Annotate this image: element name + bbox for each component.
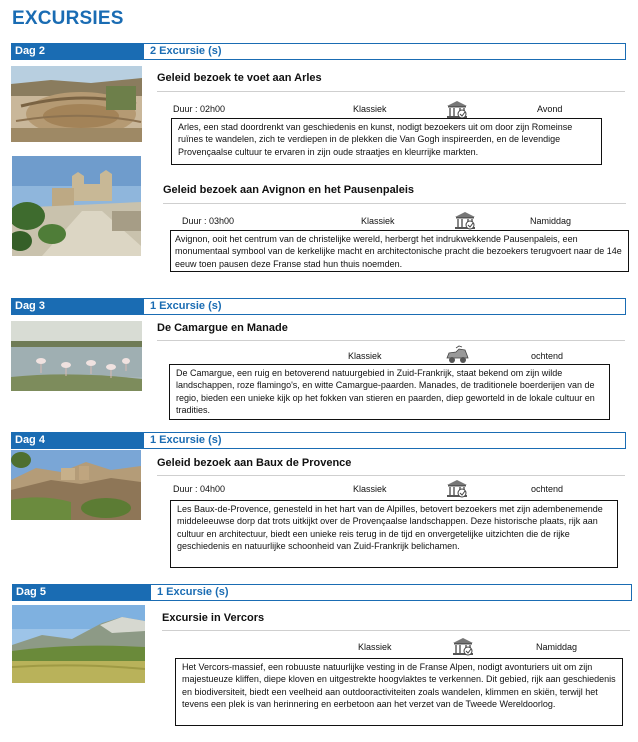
- arles-photo: [11, 66, 142, 142]
- divider: [157, 475, 625, 476]
- excursion-description: De Camargue, een ruig en betoverend natuurgebied in Zuid-Frankrijk, staat bekend om zijn wilde landschappen, roze flamingo's, en witte Camargue-paarden. Manades, de traditionele boerderijen van de regio, bieden een unieke kijk op het fokken van stieren en paarden, diep geworteld in de lokale cultuur en tradities.: [169, 364, 610, 420]
- excursion-count: 1 Excursie (s): [143, 432, 626, 449]
- excursion-description: Les Baux-de-Provence, genesteld in het hart van de Alpilles, betovert bezoekers met zijn adembenemende middeleeuwse dorp dat trots uitkijkt over de Provençaalse landschappen. Deze historische plaats, rijk aan cultuur en architectuur, biedt een unieke reis terug in de tijd en onvergetelijke uitzichten die de rijke geschiedenis en natuurlijke schoonheid van Zuid-Frankrijk belichamen.: [170, 500, 618, 568]
- divider: [162, 630, 630, 631]
- divider: [163, 203, 626, 204]
- duration: Duur : 03h00: [182, 216, 235, 226]
- excursion-count: 1 Excursie (s): [143, 298, 626, 315]
- day-header-dag-2: [11, 43, 626, 60]
- type-label: Klassiek: [353, 104, 387, 114]
- excursion-count: 1 Excursie (s): [150, 584, 632, 601]
- museum-icon: [450, 636, 476, 658]
- excursion-title: Geleid bezoek aan Baux de Provence: [157, 457, 352, 469]
- day-label: Dag 4: [11, 432, 143, 449]
- baux-de-provence-photo: [11, 450, 141, 520]
- time-of-day: Namiddag: [530, 216, 572, 226]
- museum-icon: [444, 478, 470, 500]
- day-label: Dag 3: [11, 298, 143, 315]
- type-label: Klassiek: [361, 216, 395, 226]
- excursion-title: Excursie in Vercors: [162, 612, 265, 624]
- excursion-title: Geleid bezoek aan Avignon en het Pausenpaleis: [163, 184, 415, 196]
- excursion-count: 2 Excursie (s): [143, 43, 626, 60]
- time-of-day: ochtend: [531, 351, 564, 361]
- type-label: Klassiek: [353, 484, 387, 494]
- camargue-photo: [11, 321, 142, 391]
- time-of-day: ochtend: [531, 484, 564, 494]
- excursion-description: Avignon, ooit het centrum van de christelijke wereld, herbergt het indrukwekkende Pausenpaleis, een monumentaal symbool van de kerkelijke macht en architectonische pracht die bezoekers terugvoert naar de 14e eeuw toen pausen deze Franse stad hun thuis noemden.: [170, 230, 629, 272]
- day-label: Dag 2: [11, 43, 143, 60]
- day-label: Dag 5: [12, 584, 150, 601]
- page-title: EXCURSIES: [12, 8, 124, 29]
- day-header-dag-4: [11, 432, 626, 449]
- divider: [157, 91, 625, 92]
- excursion-description: Arles, een stad doordrenkt van geschiedenis en kunst, nodigt bezoekers uit om door zijn Romeinse ruïnes te wandelen, zich te verdiepen in de plekken die Van Gogh inspireerden, en de levendige Provençaalse cultuur te ervaren in zijn oude straatjes en kleurrijke markten.: [171, 118, 602, 165]
- duration: Duur : 02h00: [173, 104, 226, 114]
- vercors-photo: [12, 605, 145, 683]
- jeep-icon: [444, 344, 470, 366]
- duration: Duur : 04h00: [173, 484, 226, 494]
- day-header-dag-5: [12, 584, 632, 601]
- type-label: Klassiek: [358, 642, 392, 652]
- day-header-dag-3: [11, 298, 626, 315]
- excursion-title: De Camargue en Manade: [157, 322, 288, 334]
- time-of-day: Namiddag: [536, 642, 578, 652]
- avignon-photo: [12, 156, 141, 256]
- divider: [157, 340, 625, 341]
- excursion-description: Het Vercors-massief, een robuuste natuurlijke vesting in de Franse Alpen, nodigt avonturiers uit om zijn majestueuze kliffen, diepe kloven en uitgestrekte hoogvlaktes te verkennen. Dit gebied, rijk aan geschiedenis en biodiversiteit, biedt een veelheid aan outdooractiviteiten zoals wandelen, klimmen en skiën, terwijl het tevens een plek is van herinnering en eerbetoon aan het verzet van de Tweede Wereldoorlog.: [175, 658, 623, 726]
- time-of-day: Avond: [537, 104, 563, 114]
- excursion-title: Geleid bezoek te voet aan Arles: [157, 72, 322, 84]
- museum-icon: [452, 210, 478, 232]
- type-label: Klassiek: [348, 351, 382, 361]
